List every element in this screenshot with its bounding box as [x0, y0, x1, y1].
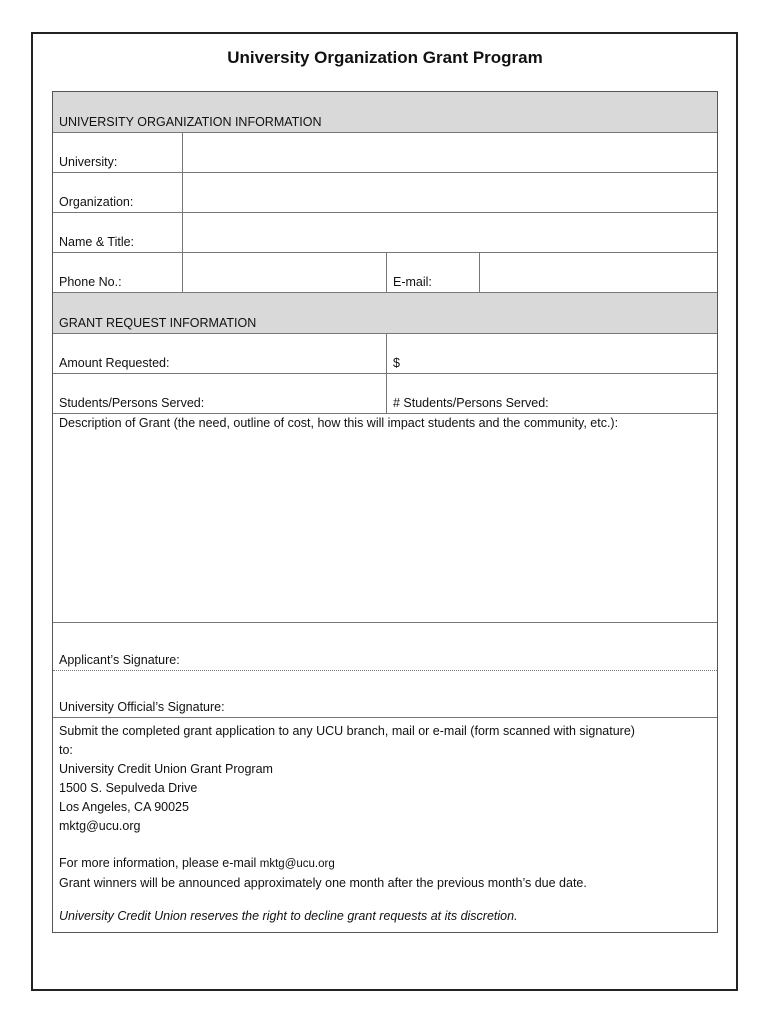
phone-field[interactable] — [182, 253, 386, 292]
submission-info-text — [59, 722, 709, 926]
name-title-label: Name & Title: — [59, 235, 135, 249]
email-label: E-mail: — [393, 275, 432, 289]
students-served-cell[interactable] — [53, 374, 386, 413]
more-info-line — [59, 854, 709, 874]
university-label-cell — [53, 133, 182, 172]
email-label-cell — [386, 253, 479, 292]
dollar-sign: $ — [393, 356, 400, 370]
row-university — [53, 133, 717, 173]
amount-label-cell — [53, 334, 386, 373]
name-title-field[interactable] — [182, 213, 717, 252]
more-info-prefix: For more information, please e-mail — [59, 856, 260, 870]
applicant-signature-label: Applicant’s Signature: — [59, 653, 180, 667]
section-header-organization — [53, 92, 717, 133]
organization-field[interactable] — [182, 173, 717, 212]
address-city: Los Angeles, CA 90025 — [59, 800, 189, 814]
disclaimer: University Credit Union reserves the right to decline grant requests at its discretion. — [59, 909, 518, 923]
num-students-cell[interactable] — [386, 374, 717, 413]
amount-field[interactable] — [386, 334, 717, 373]
num-students-label: # Students/Persons Served: — [393, 396, 549, 410]
university-field[interactable] — [182, 133, 717, 172]
more-info-email[interactable]: mktg@ucu.org — [259, 858, 335, 870]
submit-line-2: to: — [59, 743, 73, 757]
students-served-label: Students/Persons Served: — [59, 396, 205, 410]
spacer — [59, 836, 709, 854]
row-description[interactable] — [53, 414, 717, 623]
university-label: University: — [59, 155, 118, 169]
row-students-served — [53, 374, 717, 414]
page-title: University Organization Grant Program — [227, 48, 543, 67]
grant-section-title: GRANT REQUEST INFORMATION — [59, 316, 257, 330]
name-title-label-cell — [53, 213, 182, 252]
submit-line-1: Submit the completed grant application to any UCU branch, mail or e-mail (form scanned with signature) — [59, 724, 635, 738]
grant-form — [52, 91, 718, 933]
row-phone-email — [53, 253, 717, 293]
address-street: 1500 S. Sepulveda Drive — [59, 781, 198, 795]
address-name: University Credit Union Grant Program — [59, 762, 273, 776]
row-official-signature[interactable] — [53, 671, 717, 718]
row-name-title — [53, 213, 717, 253]
description-label: Description of Grant (the need, outline of cost, how this will impact students and the community, etc.): — [59, 416, 619, 430]
organization-section-title: UNIVERSITY ORGANIZATION INFORMATION — [59, 115, 322, 129]
submission-info — [53, 718, 717, 932]
address-email: mktg@ucu.org — [59, 819, 141, 833]
row-organization — [53, 173, 717, 213]
row-amount — [53, 334, 717, 374]
phone-label-cell — [53, 253, 182, 292]
row-applicant-signature[interactable] — [53, 623, 717, 671]
email-field[interactable] — [479, 253, 717, 292]
section-header-grant — [53, 293, 717, 334]
phone-label: Phone No.: — [59, 275, 122, 289]
amount-label: Amount Requested: — [59, 356, 170, 370]
winners-note: Grant winners will be announced approximately one month after the previous month’s due date. — [59, 876, 587, 890]
organization-label-cell — [53, 173, 182, 212]
organization-label: Organization: — [59, 195, 134, 209]
official-signature-label: University Official’s Signature: — [59, 700, 225, 714]
